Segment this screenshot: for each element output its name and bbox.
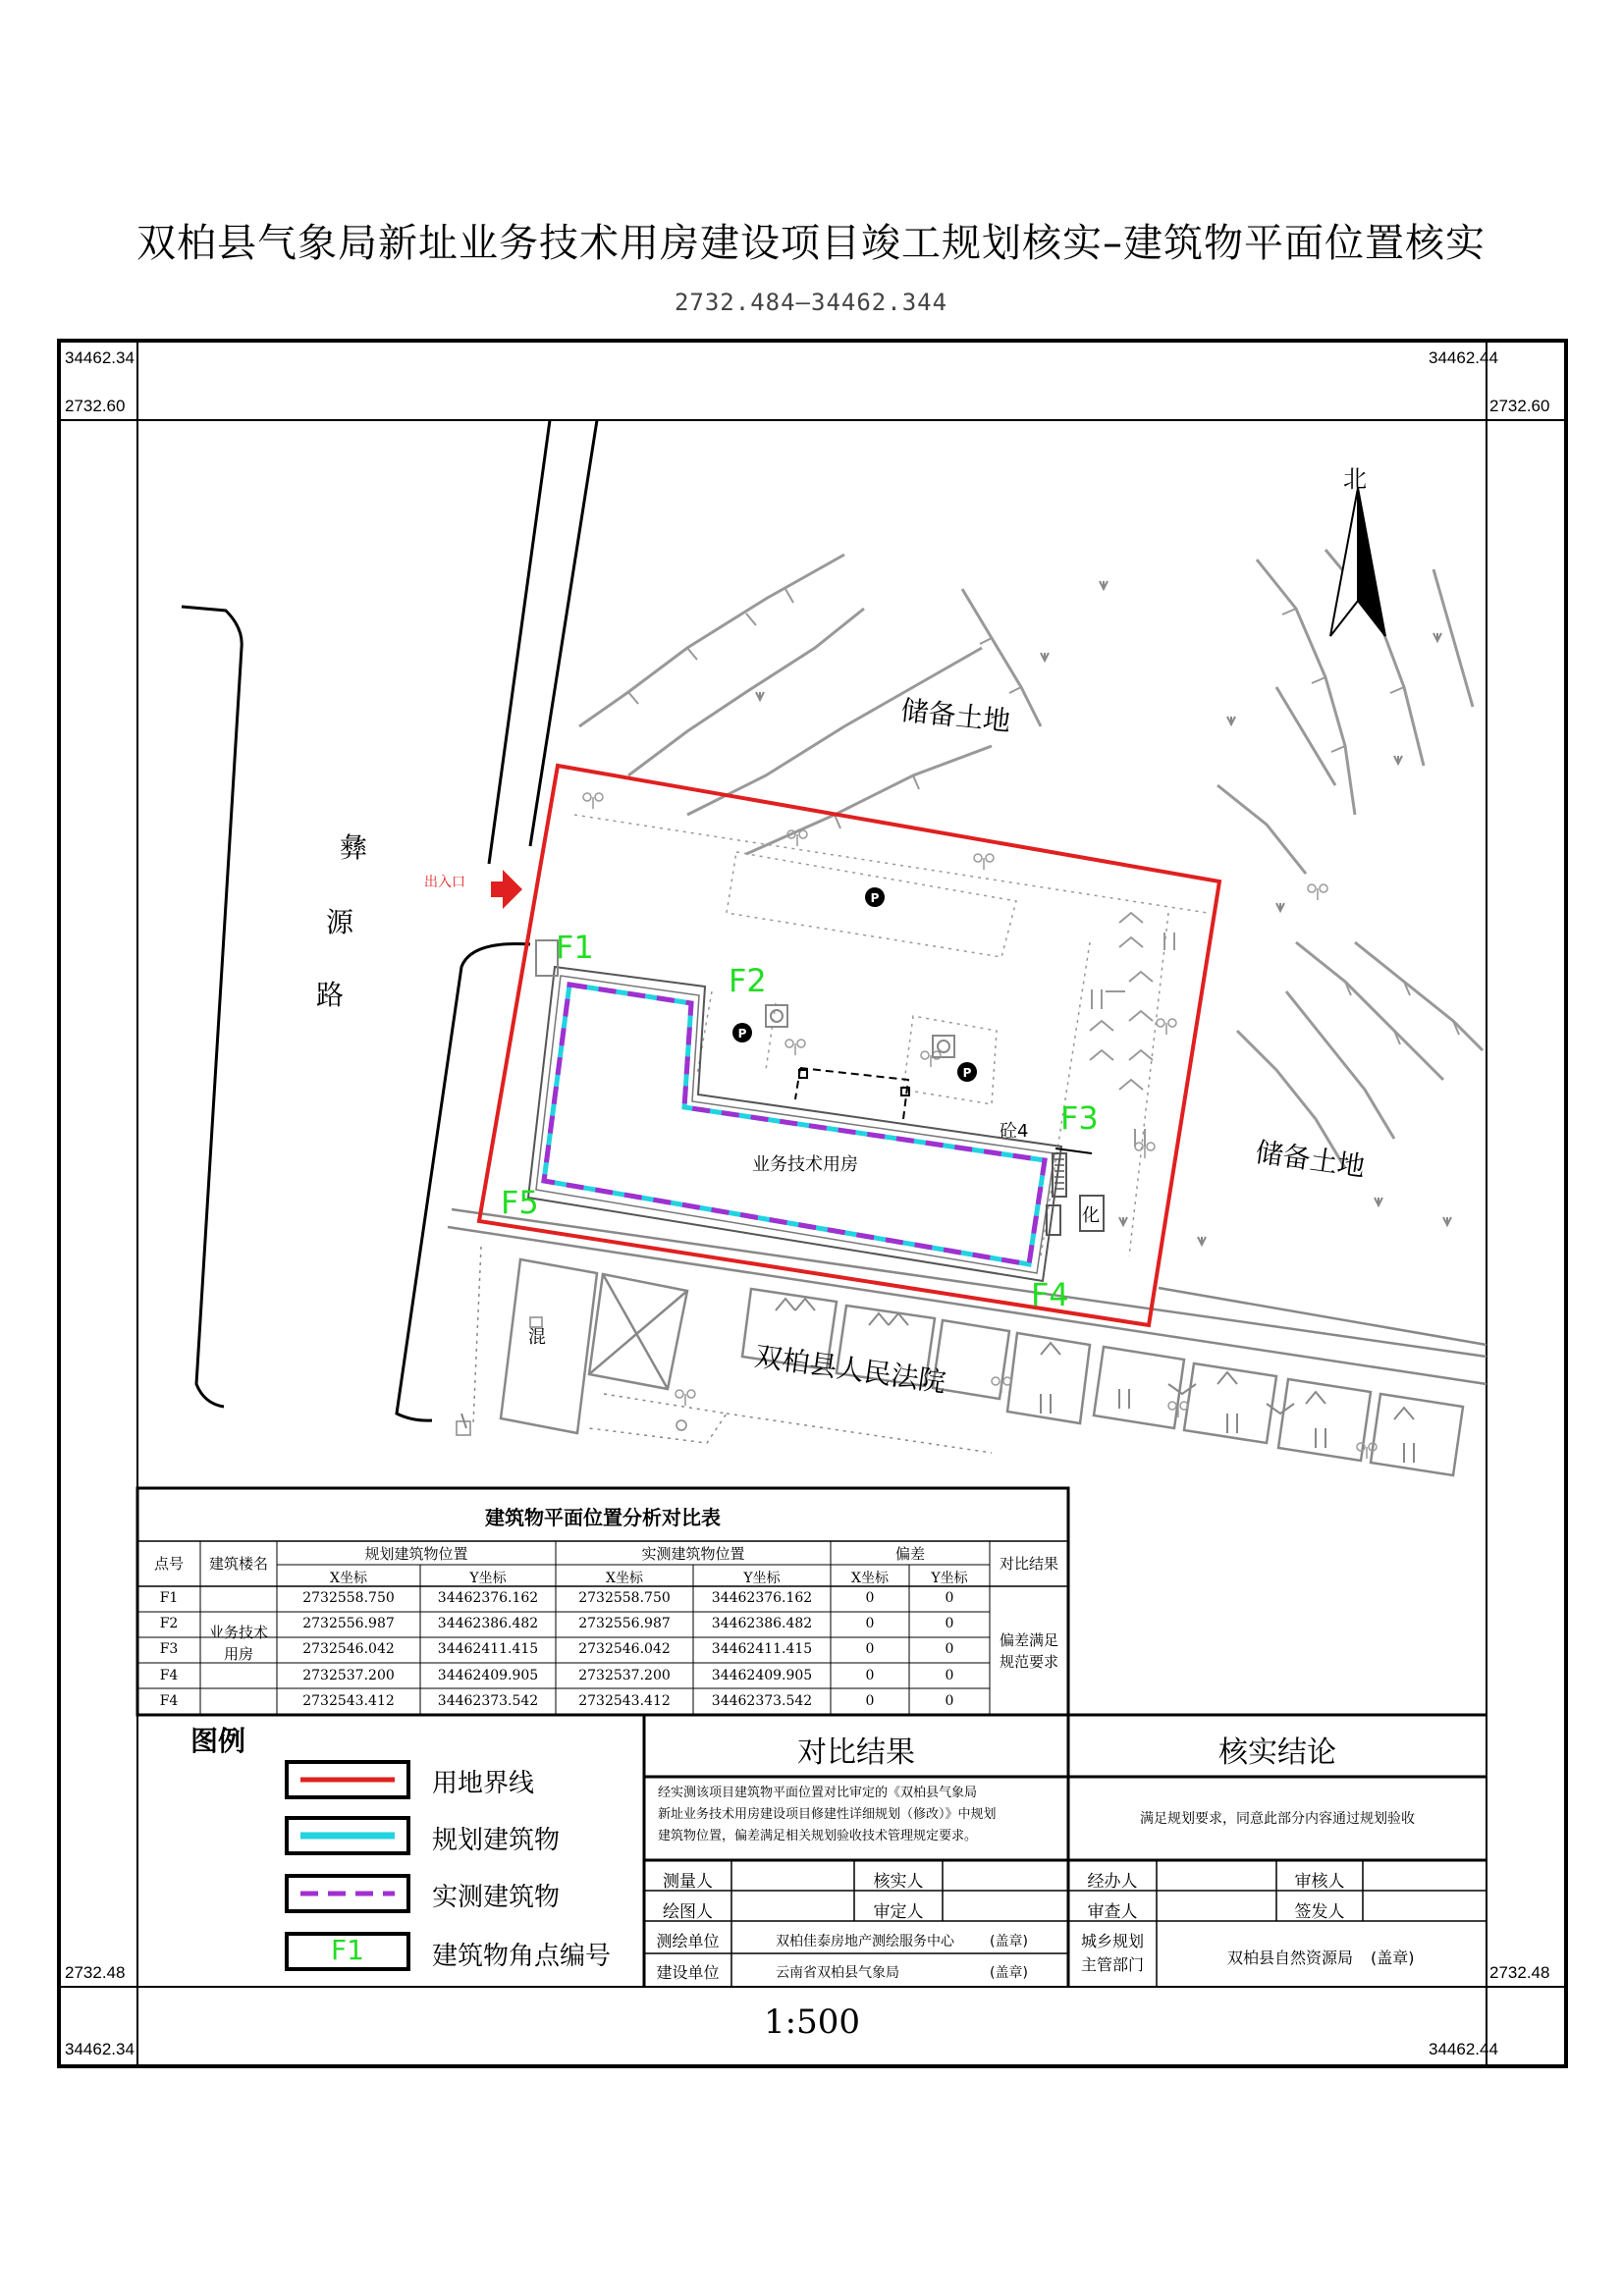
survey-unit: 双柏佳泰房地产测绘服务中心: [776, 1934, 954, 1949]
compare-text-line-3: 建筑物位置，偏差满足相关规划验收技术管理规定要求。: [658, 1829, 978, 1843]
sign-approver: 审定人: [873, 1902, 924, 1922]
road-edges: [182, 420, 597, 1420]
survey-unit-label: 测绘单位: [656, 1932, 720, 1950]
header-planned: 规划建筑物位置: [364, 1545, 468, 1563]
build-unit-label: 建设单位: [656, 1963, 720, 1982]
court-label: 双柏县人民法院: [752, 1339, 948, 1399]
survey-unit-seal: (盖章): [990, 1934, 1028, 1949]
corner-label-f5: F5: [501, 1184, 539, 1221]
parking-label-1: P: [870, 891, 880, 905]
table-cell-point: F2: [159, 1616, 179, 1632]
table-cell-px: 2732546.042: [302, 1641, 395, 1658]
building-label: 业务技术用房: [752, 1154, 858, 1175]
road-label-2: 源: [326, 906, 354, 938]
table-cell-point: F4: [159, 1667, 179, 1683]
table-cell-my: 34462411.415: [711, 1641, 813, 1658]
building-outline: [528, 940, 1104, 1281]
legend-item-planned: 规划建筑物: [432, 1826, 561, 1855]
dept-label-line-2: 主管部门: [1080, 1955, 1144, 1974]
build-unit-seal: (盖章): [990, 1965, 1028, 1981]
sign-issuer: 签发人: [1294, 1902, 1345, 1922]
table-cell-mx: 2732556.987: [578, 1616, 671, 1632]
table-cell-mx: 2732543.412: [578, 1692, 671, 1709]
frame-coord-right-top: 2732.60: [1489, 397, 1550, 415]
road-label-1: 彝: [340, 831, 368, 864]
frame-coord-left-bottom: 2732.48: [65, 1963, 126, 1982]
header-planned-y: Y坐标: [469, 1571, 507, 1586]
dept-label: [1068, 1930, 1157, 1977]
header-deviation-y: Y坐标: [931, 1571, 968, 1586]
corner-label-f1: F1: [556, 929, 594, 966]
building-name-line-1: 业务技术: [208, 1624, 268, 1641]
table-title: 建筑物平面位置分析对比表: [485, 1506, 721, 1529]
table-cell-dx: 0: [865, 1692, 875, 1709]
scale-label: 1:500: [764, 2002, 860, 2042]
result-line-1: 偏差满足: [999, 1631, 1058, 1649]
table-cell-py: 34462376.162: [437, 1590, 539, 1606]
dept-seal: (盖章): [1371, 1949, 1415, 1967]
table-cell-px: 2732543.412: [302, 1692, 395, 1709]
frame-coord-left-top: 2732.60: [65, 397, 126, 415]
road-label-3: 路: [316, 979, 345, 1011]
result-line-2: 规范要求: [999, 1653, 1058, 1671]
table-cell-dx: 0: [865, 1616, 875, 1632]
header-point: 点号: [153, 1555, 184, 1573]
table-cell-px: 2732558.750: [302, 1590, 395, 1606]
table-cell-my: 34462386.482: [711, 1616, 813, 1632]
verify-header: 核实结论: [1218, 1735, 1336, 1770]
verify-text: 满足规划要求，同意此部分内容通过规划验收: [1140, 1811, 1415, 1827]
table-cell-dy: 0: [945, 1641, 954, 1658]
table-cell-dy: 0: [945, 1692, 954, 1709]
table-cell-mx: 2732558.750: [578, 1590, 671, 1606]
legend-corner-symbol: F1: [331, 1934, 364, 1966]
table-cell-py: 34462373.542: [437, 1692, 539, 1709]
parking-label-2: P: [737, 1027, 747, 1041]
compare-text-line-1: 经实测该项目建筑物平面位置对比审定的《双柏县气象局: [658, 1786, 978, 1800]
court-buildings: [448, 1209, 1487, 1475]
table-cell-dy: 0: [945, 1616, 954, 1632]
building-name-line-2: 用房: [223, 1645, 253, 1663]
header-deviation-x: X坐标: [851, 1571, 889, 1586]
table-cell-dx: 0: [865, 1641, 875, 1658]
build-unit: 云南省双柏县气象局: [776, 1965, 899, 1981]
table-cell-dx: 0: [865, 1590, 875, 1606]
entrance-arrow-icon: [491, 870, 522, 909]
header-planned-x: X坐标: [330, 1571, 367, 1586]
dept-label-line-1: 城乡规划: [1080, 1932, 1144, 1950]
header-deviation: 偏差: [894, 1545, 925, 1563]
compare-text: [658, 1783, 1060, 1847]
sign-surveyor: 测量人: [663, 1872, 713, 1892]
mixed-structure-label: 混: [528, 1327, 546, 1348]
frame-coord-top-right: 34462.44: [1429, 348, 1498, 367]
compare-header: 对比结果: [797, 1735, 915, 1770]
header-measured-y: Y坐标: [743, 1571, 781, 1586]
table-cell-dx: 0: [865, 1667, 875, 1683]
sign-drafter: 绘图人: [663, 1902, 713, 1922]
compare-text-line-2: 新址业务技术用房建设项目修建性详细规划（修改）》中规划: [658, 1807, 997, 1822]
small-structure-label: 化: [1082, 1205, 1100, 1226]
table-cell-py: 34462411.415: [437, 1641, 539, 1658]
document-title: 双柏县气象局新址业务技术用房建设项目竣工规划核实–建筑物平面位置核实: [136, 221, 1486, 266]
legend-title: 图例: [190, 1725, 246, 1757]
floors-label: 砼4: [1000, 1121, 1029, 1142]
sign-handler: 经办人: [1087, 1872, 1138, 1892]
table-cell-point: F1: [159, 1590, 179, 1606]
table-cell-my: 34462376.162: [711, 1590, 813, 1606]
entrance-label: 出入口: [424, 875, 465, 890]
north-arrow-icon: [1330, 488, 1385, 636]
reserve-land-label-right: 储备土地: [1253, 1135, 1368, 1184]
frame-coord-bottom-right: 34462.44: [1429, 2040, 1498, 2058]
table-cell-dy: 0: [945, 1590, 954, 1606]
table-cell-point: F4: [159, 1692, 179, 1709]
table-cell-py: 34462409.905: [437, 1667, 539, 1683]
table-cell-my: 34462409.905: [711, 1667, 813, 1683]
table-cell-px: 2732556.987: [302, 1616, 395, 1632]
header-result: 对比结果: [999, 1555, 1058, 1573]
legend-item-measured: 实测建筑物: [432, 1883, 561, 1912]
reserve-land-label-top: 储备土地: [899, 693, 1012, 738]
table-cell-mx: 2732537.200: [578, 1667, 671, 1683]
frame-coord-bottom-left: 34462.34: [65, 2040, 135, 2058]
parking-label-3: P: [962, 1066, 972, 1080]
legend-item-boundary: 用地界线: [432, 1769, 535, 1798]
corner-label-f2: F2: [729, 962, 767, 999]
sign-checker: 核实人: [873, 1872, 924, 1892]
header-measured: 实测建筑物位置: [641, 1545, 745, 1563]
corner-label-f4: F4: [1031, 1276, 1069, 1313]
frame-coord-top-left: 34462.34: [65, 348, 135, 367]
table-cell-mx: 2732546.042: [578, 1641, 671, 1658]
sign-inspector: 审查人: [1087, 1902, 1138, 1922]
dept-name: 双柏县自然资源局: [1227, 1949, 1354, 1967]
corner-label-f3: F3: [1060, 1099, 1099, 1137]
header-measured-x: X坐标: [606, 1571, 643, 1586]
header-building: 建筑楼名: [208, 1555, 268, 1573]
table-cell-point: F3: [159, 1641, 179, 1658]
table-cell-py: 34462386.482: [437, 1616, 539, 1632]
frame-coord-right-bottom: 2732.48: [1489, 1963, 1550, 1982]
table-cell-dy: 0: [945, 1667, 954, 1683]
table-cell-px: 2732537.200: [302, 1667, 395, 1683]
table-cell-my: 34462373.542: [711, 1692, 813, 1709]
document-subtitle: 2732.484–34462.344: [674, 289, 948, 316]
north-label: 北: [1343, 465, 1367, 493]
terrain-lines: [579, 550, 1483, 1168]
sign-reviewer: 审核人: [1294, 1872, 1345, 1892]
legend-item-corner: 建筑物角点编号: [432, 1942, 612, 1971]
